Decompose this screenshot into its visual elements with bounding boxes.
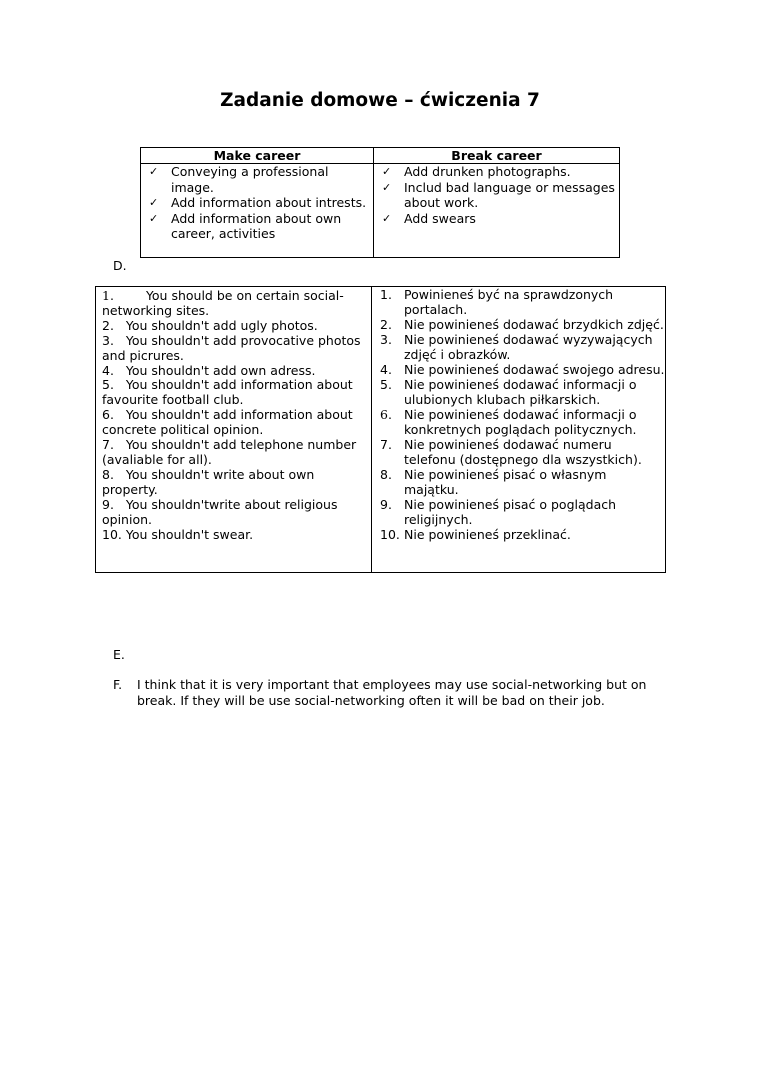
list-item: ✓ Includ bad language or messages about work. [382, 180, 619, 211]
list-item: ✓ Add drunken photographs. [382, 164, 619, 180]
list-item: ✓ Add information about own career, activities [149, 211, 373, 242]
paragraph-f [113, 677, 673, 708]
english-rules-cell [96, 287, 372, 573]
list-item: 8. Nie powinieneś pisać o własnym majątku. [380, 467, 607, 497]
list-item: 9. You shouldn'twrite about religious opinion. [102, 496, 338, 527]
polish-rules-cell [372, 287, 666, 573]
list-item: 10. Nie powinieneś przeklinać. [380, 527, 571, 542]
list-item: ✓ Add information about intrests. [149, 195, 373, 211]
list-item: 1. Powinieneś być na sprawdzonych portalach. [380, 287, 614, 317]
list-item: 2. Nie powinieneś dodawać brzydkich zdjęć. [380, 317, 664, 332]
list-item: 6. You shouldn't add information about concrete political opinion. [102, 407, 353, 438]
section-label-e: E. [113, 647, 125, 662]
list-item: 7. You shouldn't add telephone number (avaliable for all). [102, 437, 357, 467]
list-item: 8. You shouldn't write about own property. [102, 466, 315, 497]
section-label-f: F. [113, 677, 123, 692]
list-item: 3. You shouldn't add provocative photos and picrures. [102, 332, 361, 363]
list-item: 5. Nie powinieneś dodawać informacji o ulubionych klubach piłkarskich. [380, 377, 637, 407]
list-item: 4. You shouldn't add own adress. [102, 362, 316, 378]
make-career-cell [141, 164, 374, 258]
list-item: 3. Nie powinieneś dodawać wyzywających zdjęć i obrazków. [380, 332, 653, 362]
english-rules-list [96, 287, 371, 542]
list-item: ✓ Conveying a professional image. [149, 164, 373, 195]
make-career-list [141, 164, 373, 242]
list-item: 9. Nie powinieneś pisać o poglądach religijnych. [380, 497, 617, 527]
paragraph-f-text: I think that it is very important that employees may use social-networking but on break. If they will be use social-networking often it will be bad on their job. [137, 677, 647, 708]
list-item: 6. Nie powinieneś dodawać informacji o konkretnych poglądach politycznych. [380, 407, 637, 437]
list-item: 1. You should be on certain social-networking sites. [102, 288, 344, 318]
list-item: 7. Nie powinieneś dodawać numeru telefonu (dostępnego dla wszystkich). [380, 437, 642, 467]
rules-table [95, 286, 666, 573]
make-career-header: Make career [141, 148, 374, 164]
break-career-cell [374, 164, 620, 258]
break-career-list [374, 164, 619, 226]
break-career-header: Break career [374, 148, 620, 164]
section-label-d: D. [113, 258, 127, 273]
list-item: 2. You shouldn't add ugly photos. [102, 317, 318, 333]
list-item: 10. You shouldn't swear. [102, 526, 254, 542]
list-item: 5. You shouldn't add information about favourite football club. [102, 377, 353, 408]
list-item: 4. Nie powinieneś dodawać swojego adresu. [380, 362, 665, 377]
polish-rules-list [372, 287, 665, 542]
career-table [140, 147, 620, 258]
page-title: Zadanie domowe – ćwiczenia 7 [220, 90, 540, 111]
list-item: ✓ Add swears [382, 211, 619, 227]
